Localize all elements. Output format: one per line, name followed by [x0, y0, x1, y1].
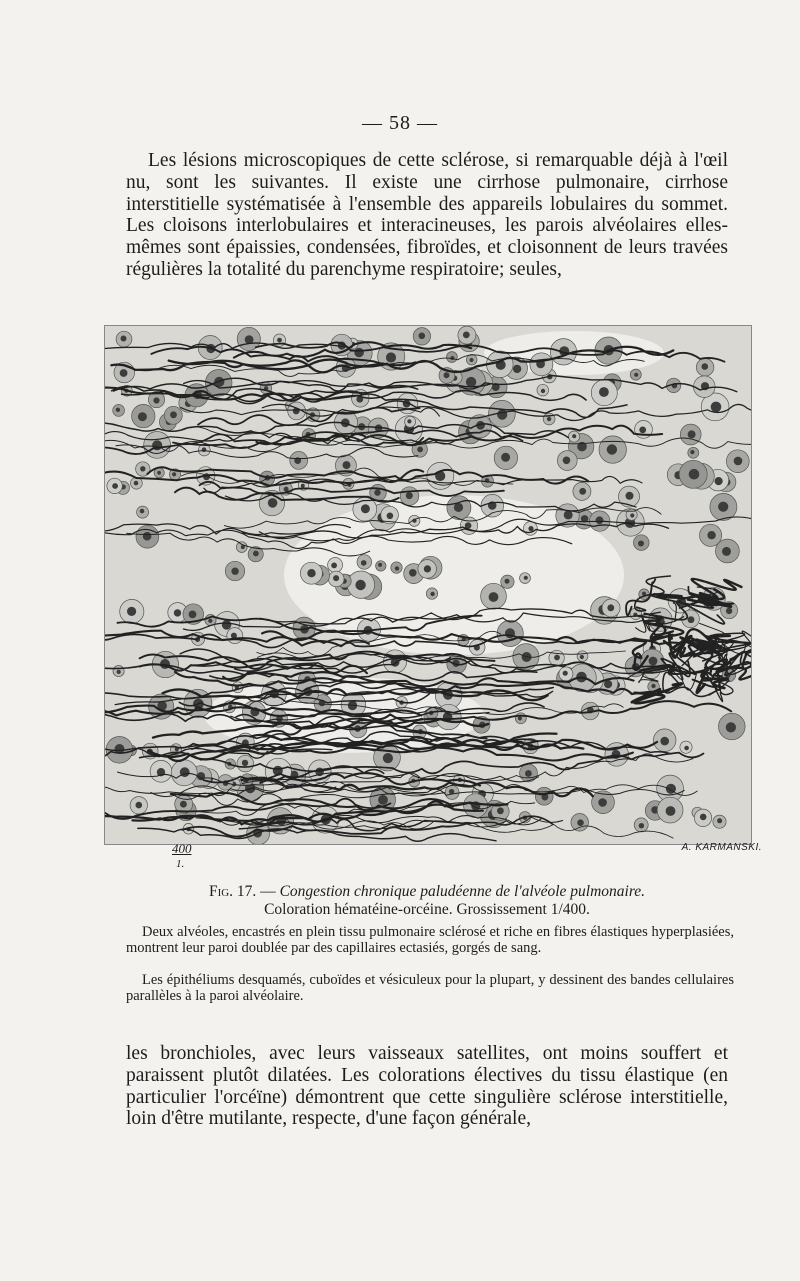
paragraph-top: Les lésions microscopiques de cette sclérose, si remarquable déjà à l'œil nu, sont les suivantes. Il existe une cirrhose pulmonaire, cirrhose interstitielle systématisée à l'ensemble des appareils lobulaires du sommet. Les cloisons interlobulaires et interacineuses, les parois alvéolaires elles-mêmes sont épaissies, condensées, fibroïdes, et cloisonnent de leurs travées régulières la totalité du parenchyme respiratoire; seules, [126, 150, 728, 280]
cell-nucleus [634, 373, 638, 377]
cell-nucleus [253, 551, 259, 557]
cell-nucleus [717, 818, 722, 823]
cell-nucleus [513, 365, 521, 373]
cell-nucleus [563, 671, 568, 676]
cell-nucleus [715, 477, 723, 485]
cell-nucleus [607, 444, 617, 454]
cell-nucleus [497, 807, 504, 814]
cell-nucleus [134, 481, 139, 486]
cell-nucleus [407, 419, 411, 423]
cell-nucleus [355, 580, 365, 590]
cell-nucleus [707, 531, 715, 539]
cell-nucleus [386, 352, 396, 362]
cell-nucleus [331, 563, 337, 569]
cell-nucleus [180, 801, 187, 808]
histology-illustration [104, 325, 752, 845]
cell-nucleus [170, 411, 177, 418]
cell-nucleus [419, 333, 426, 340]
cell-nucleus [140, 509, 145, 514]
histology-figure [104, 325, 752, 845]
cell-nucleus [136, 802, 143, 809]
cell-nucleus [541, 389, 545, 393]
scale-sub: 1. [176, 858, 185, 870]
cell-nucleus [409, 569, 417, 577]
cell-nucleus [598, 798, 607, 807]
cell-nucleus [277, 338, 282, 343]
cell-nucleus [343, 461, 351, 469]
cell-nucleus [374, 489, 380, 495]
cell-nucleus [577, 819, 584, 826]
legend-paragraph-1: Deux alvéoles, encastrés en plein tissu pulmonaire sclérosé et riche en fibres élastiques hyperplasiées, montrent leur paroi doublée par des capillaires ectasiés, gorgés de sang. [126, 924, 734, 956]
cell-nucleus [120, 369, 128, 377]
cell-nucleus [604, 680, 612, 688]
cell-nucleus [112, 483, 118, 489]
cell-nucleus [684, 746, 689, 751]
caption-label: Fig. 17. — [208, 883, 276, 900]
cell-nucleus [333, 575, 339, 581]
cell-nucleus [424, 565, 431, 572]
cell-nucleus [547, 417, 551, 421]
cell-nucleus [189, 611, 197, 619]
cell-nucleus [153, 397, 159, 403]
cell-nucleus [138, 412, 147, 421]
caption-title: Congestion chronique paludéenne de l'alvéole pulmonaire. [279, 883, 646, 900]
cell-nucleus [378, 795, 388, 805]
scale-label: 400 [172, 841, 192, 856]
cell-nucleus [222, 620, 232, 630]
cell-nucleus [231, 568, 238, 575]
cell-nucleus [700, 814, 707, 821]
cell-nucleus [470, 358, 474, 362]
cell-nucleus [501, 453, 510, 462]
cell-nucleus [117, 670, 121, 674]
cell-nucleus [638, 541, 644, 547]
cell-nucleus [688, 430, 696, 438]
cell-nucleus [596, 516, 604, 524]
cell-nucleus [626, 492, 634, 500]
cell-nucleus [497, 410, 507, 420]
cell-nucleus [157, 471, 161, 475]
cell-nucleus [444, 372, 450, 378]
cell-nucleus [579, 488, 586, 495]
cell-nucleus [121, 336, 127, 342]
cell-nucleus [395, 566, 399, 570]
cell-nucleus [463, 332, 470, 339]
cell-nucleus [564, 510, 573, 519]
cell-nucleus [722, 547, 731, 556]
cell-nucleus [690, 450, 694, 454]
page-number: — 58 — [362, 112, 438, 134]
caption-line-2: Coloration hématéine-orcéine. Grossissement 1/400. [264, 901, 590, 918]
cell-nucleus [417, 447, 423, 453]
cell-nucleus [711, 402, 722, 413]
cell-nucleus [651, 684, 655, 688]
cell-nucleus [383, 753, 393, 763]
cell-nucleus [430, 592, 434, 596]
cell-nucleus [734, 457, 743, 466]
legend-paragraph-2: Les épithéliums desquamés, cuboïdes et vésiculeux pour la plupart, y dessinent des bandes cellulaires parallèles à la paroi alvéolaire. [126, 972, 734, 1004]
cell-nucleus [387, 513, 394, 520]
cell-nucleus [563, 457, 571, 465]
cell-nucleus [718, 502, 728, 512]
cell-nucleus [630, 513, 634, 517]
cell-nucleus [702, 363, 709, 370]
cell-nucleus [140, 466, 145, 471]
cell-nucleus [649, 657, 658, 666]
artist-signature: A. KARMANSKI. [681, 842, 762, 853]
cell-nucleus [143, 532, 152, 541]
cell-nucleus [689, 469, 700, 480]
cell-nucleus [639, 823, 644, 828]
cell-nucleus [528, 526, 533, 531]
cell-nucleus [660, 737, 669, 746]
cell-nucleus [268, 498, 278, 508]
cell-nucleus [489, 592, 499, 602]
cell-nucleus [726, 722, 736, 732]
cell-nucleus [354, 348, 364, 358]
cell-nucleus [639, 427, 646, 434]
cell-nucleus [466, 377, 476, 387]
cell-nucleus [518, 716, 522, 720]
cell-nucleus [524, 576, 528, 580]
cell-nucleus [406, 492, 413, 499]
cell-nucleus [505, 579, 510, 584]
cell-nucleus [361, 504, 370, 513]
cell-nucleus [554, 655, 560, 661]
cell-nucleus [116, 408, 120, 412]
cell-nucleus [284, 487, 289, 492]
paragraph-bottom: les bronchioles, avec leurs vaisseaux satellites, ont moins souffert et paraissent plutôt dilatées. Les colorations électives du tissu élastique (en particulier l'orcéïne) démontrent que cette singulière sclérose interstitielle, loin d'être mutilante, respecte, d'une façon générale, [126, 1043, 728, 1130]
cell-nucleus [572, 434, 576, 438]
cell-nucleus [172, 472, 176, 476]
cell-nucleus [307, 569, 315, 577]
figure-caption [126, 883, 728, 919]
cell-nucleus [174, 609, 181, 616]
cell-nucleus [607, 604, 614, 611]
cell-nucleus [242, 760, 248, 766]
cell-nucleus [301, 484, 305, 488]
cell-nucleus [525, 770, 532, 777]
cell-nucleus [599, 387, 609, 397]
cell-nucleus [361, 560, 367, 566]
cell-nucleus [688, 616, 695, 623]
cell-nucleus [666, 806, 676, 816]
cell-nucleus [580, 655, 584, 659]
cell-nucleus [127, 607, 136, 616]
cell-nucleus [378, 563, 382, 567]
cell-nucleus [208, 619, 212, 623]
cell-nucleus [726, 608, 732, 614]
